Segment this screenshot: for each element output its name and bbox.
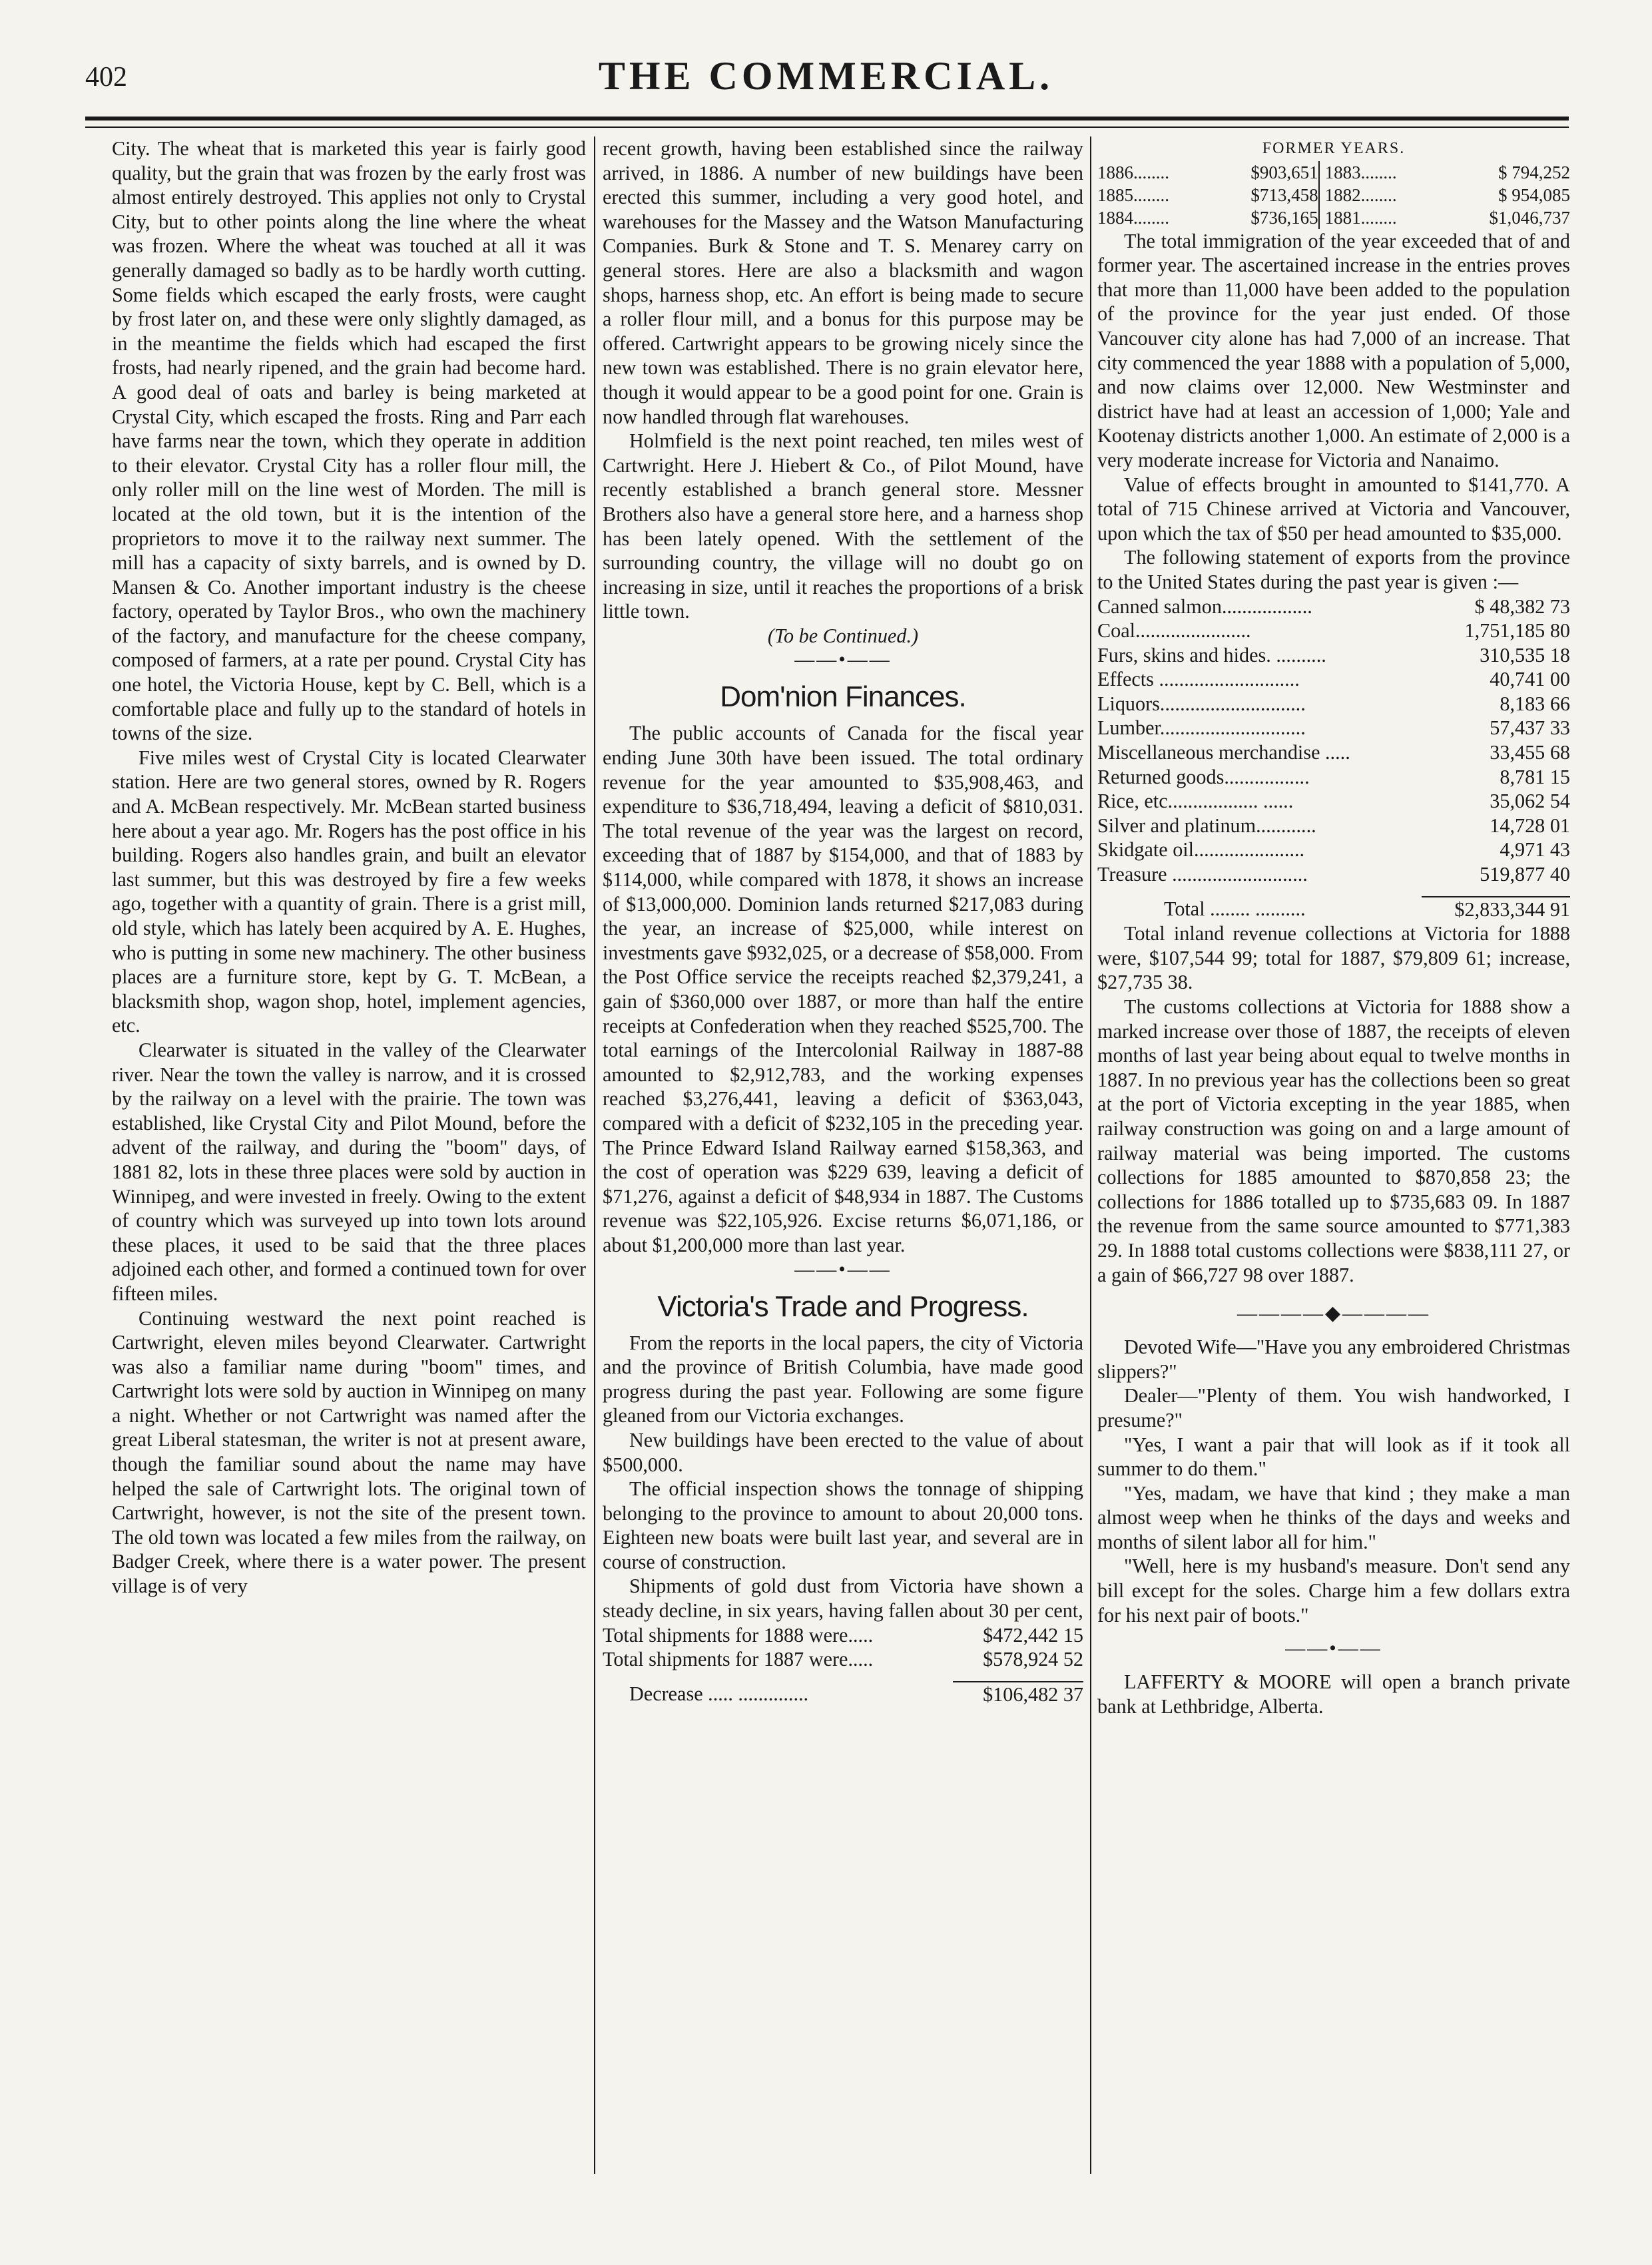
dominion-finances-heading: Dom'nion Finances. [720,680,966,714]
row-amount: 310,535 18 [1480,643,1570,666]
article-paragraph: The official inspection shows the tonnage of shipping belonging to the province to amount to about 20,000 tons. Eighteen new boats were built last year, and several are in course of construction. [603,1477,1083,1573]
header-rule-thick [85,117,1569,121]
table-row-total [603,1682,1083,1707]
amount-cell: $ 954,085 [1498,184,1570,205]
row-amount: 40,741 00 [1490,668,1570,691]
article-paragraph: From the reports in the local papers, the city of Victoria and the province of British Columbia, have made good progress during the past year. Following are some figure gleaned from our Victoria exchanges. [603,1331,1083,1427]
joke-paragraph: "Yes, madam, we have that kind ; they make a man almost weep when he thinks of the days and weeks and months of silent labor all for him." [1097,1481,1570,1553]
joke-paragraph: "Yes, I want a pair that will look as if it took all summer to do them." [1097,1433,1570,1481]
row-amount: $2,833,344 91 [1422,897,1570,922]
article-paragraph: The following statement of exports from the province to the United States during the past year is given :— [1097,546,1570,593]
amount-cell: $1,046,737 [1489,207,1570,228]
article-paragraph: The customs collections at Victoria for 1888 show a marked increase over those of 1887, the receipts of eleven months of last year being about equal to twelve months in 1887. In no previous year has the collections been so great at the port of Victoria excepting in the year 1885, when railway construction was going on and a large amount of railway material was being imported. The customs collections for 1885 amounted to $870,858 23; the collections for 1886 totalled up to $735,683 09. In 1887 the revenue from the same source amounted to $771,383 29. In 1888 total customs collections were $838,111 27, or a gain of $66,727 98 over 1887. [1097,995,1570,1286]
row-label: Total shipments for 1887 were..... [603,1648,874,1671]
row-amount: 519,877 40 [1480,863,1570,886]
former-years-heading: FORMER YEARS. [1262,140,1406,157]
row-label: Furs, skins and hides. .......... [1097,643,1326,666]
table-row [1097,740,1570,765]
row-amount: 4,971 43 [1500,838,1570,862]
table-row [603,1623,1083,1648]
notice-paragraph: LAFFERTY & MOORE will open a branch private bank at Lethbridge, Alberta. [1097,1670,1570,1718]
table-row [1097,716,1570,740]
column-divider-2 [1090,136,1091,2174]
year-cell: 1882........ [1319,184,1442,206]
row-label: Skidgate oil...................... [1097,838,1305,862]
article-paragraph: Value of effects brought in amounted to $141,770. A total of 715 Chinese arrived at Victoria and Vancouver, upon which the tax of $50 per head amounted to $35,000. [1097,473,1570,545]
article-paragraph: recent growth, having been established since the railway arrived, in 1886. A number of new buildings have been erected this summer, including a very good hotel, and warehouses for the Massey and the Watson Manufacturing Companies. Burk & Stone and T. S. Menarey carry on general stores. Here are also a blacksmith and wagon shops, harness shop, etc. An effort is being made to secure a roller flour mill, and a bonus for this purpose may be offered. Cartwright appears to be growing nicely since the new town was established. There is no grain elevator here, though it would appear to be a good point for one. Grain is now handled through flat warehouses. [603,137,1083,428]
table-row [1097,184,1570,206]
row-amount: 57,437 33 [1490,716,1570,740]
section-divider: ————◆———— [1237,1302,1431,1325]
column-3 [1097,136,1570,2174]
row-amount: $106,482 37 [953,1682,1083,1707]
column-1 [112,136,586,2174]
table-row [1097,619,1570,643]
row-label: Returned goods................. [1097,765,1310,788]
table-row [1097,789,1570,814]
header-rule-thin [85,126,1569,128]
table-row [1097,595,1570,619]
row-label: Decrease ..... .............. [629,1682,809,1705]
joke-paragraph: Devoted Wife—"Have you any embroidered Christmas slippers?" [1097,1336,1570,1383]
former-years-table [1097,161,1570,229]
row-label: Miscellaneous merchandise ..... [1097,741,1350,764]
joke-paragraph: "Well, here is my husband's measure. Don't send any bill except for the soles. Charge him a few dollars extra for his next pair of boots." [1097,1555,1570,1627]
row-label: Lumber............................. [1097,716,1306,740]
table-row [1097,838,1570,862]
year-cell: 1883........ [1319,161,1442,184]
row-amount: $ 48,382 73 [1474,595,1570,618]
article-paragraph: Shipments of gold dust from Victoria have shown a steady decline, in six years, having fallen about 30 per cent, [603,1575,1083,1623]
row-label: Treasure ........................... [1097,863,1308,886]
amount-cell: $903,651 [1250,162,1318,182]
row-label: Canned salmon.................. [1097,595,1312,618]
row-amount: 35,062 54 [1490,790,1570,813]
article-paragraph: The total immigration of the year exceeded that of and former year. The ascertained increase in the entries proves that more than 11,000 have been added to the population of the province for the year just ended. Of those Vancouver city alone has had 7,000 of an increase. That city commenced the year 1888 with a population of 5,000, and now claims over 12,000. New Westminster and district have had at least an accession of 1,000; Yale and Kootenay districts another 1,000. An estimate of 2,000 is a very moderate increase for Victoria and Nanaimo. [1097,229,1570,471]
row-amount: $472,442 15 [983,1623,1083,1646]
joke-paragraph: Dealer—"Plenty of them. You wish handworked, I presume?" [1097,1384,1570,1431]
row-amount: 8,781 15 [1500,765,1570,788]
table-row [1097,643,1570,668]
year-cell: 1886........ [1097,162,1169,182]
article-paragraph: Clearwater is situated in the valley of the Clearwater river. Near the town the valley is narrow, and it is crossed by the railway on a level with the prairie. The town was established, like Crystal City and Pilot Mound, before the advent of the railway, and during the "boom" days, of 1881 82, lots in these three places were sold by auction in Winnipeg, and were invested in freely. Owing to the extent of country which was surveyed up into town lots around these places, it used to be said that the three places adjoined each other, and formed a continued town for over fifteen miles. [112,1038,586,1305]
table-row-total [1097,897,1570,922]
article-paragraph: Five miles west of Crystal City is located Clearwater station. Here are two general stores, owned by R. Rogers and A. McBean respectively. Mr. McBean started business here about a year ago. Mr. Rogers has the post office in his building. Rogers also handles grain, and built an elevator last summer, but this was destroyed by fire a few weeks ago, together with a quantity of grain. There is a grist mill, old style, which has lately been acquired by A. E. Hughes, who is putting in some new machinery. The other business places are a furniture store, kept by G. T. McBean, a blacksmith shop, wagon shop, hotel, implement agencies, etc. [112,746,586,1037]
article-paragraph: New buildings have been erected to the value of about $500,000. [603,1428,1083,1476]
row-amount: 33,455 68 [1490,741,1570,764]
row-label: Effects ............................ [1097,668,1300,691]
masthead: THE COMMERCIAL. [598,54,1054,98]
article-paragraph: Total inland revenue collections at Victoria for 1888 were, $107,544 99; total for 1887, $79,809 61; increase, $27,735 38. [1097,922,1570,994]
row-amount: 1,751,185 80 [1464,619,1570,642]
amount-cell: $ 794,252 [1498,162,1570,182]
row-label: Silver and platinum............ [1097,814,1316,837]
table-row [1097,765,1570,790]
page-number: 402 [85,62,127,93]
article-paragraph: The public accounts of Canada for the fiscal year ending June 30th have been issued. The total ordinary revenue for the year amounted to $35,908,463, and expenditure to $36,718,494, leaving a deficit of $810,031. The total revenue of the year was the largest on record, exceeding that of 1887 by $154,000, and that of 1883 by $114,000, while compared with 1878, it shows an increase of $13,000,000. Dominion lands returned $217,083 during the year, an increase of $25,000, while interest on investments gave $932,025, or a decrease of $58,000. From the Post Office service the receipts reached $2,379,241, a gain of $360,000 over 1887, or more than half the entire receipts at Confederation when they reached $525,700. The total earnings of the Intercolonial Railway in 1887-88 amounted to $2,912,783, and the working expenses reached $3,276,441, leaving a deficit of $363,043, compared with a deficit of $232,105 in the preceding year. The Prince Edward Island Railway earned $158,363, and the cost of operation was $229 639, leaving a deficit of $71,276, against a deficit of $48,934 in 1887. The Customs revenue was $22,105,926. Excise returns $6,071,186, or about $1,200,000 more than last year. [603,722,1083,1256]
column-2 [603,136,1083,2174]
gold-shipments-table [603,1623,1083,1707]
table-row [1097,206,1570,229]
row-label: Total shipments for 1888 were..... [603,1623,874,1646]
table-row [1097,692,1570,716]
row-label: Total ........ .......... [1164,897,1306,920]
row-amount: 8,183 66 [1500,692,1570,715]
row-amount: $578,924 52 [983,1648,1083,1671]
row-label: Coal....................... [1097,619,1251,642]
table-row [1097,161,1570,184]
year-cell: 1884........ [1097,207,1169,228]
year-cell: 1881........ [1319,206,1442,229]
row-label: Rice, etc.................. ...... [1097,790,1294,813]
column-divider-1 [594,136,595,2174]
article-paragraph: Holmfield is the next point reached, ten miles west of Cartwright. Here J. Hiebert & Co., of Pilot Mound, have recently established a branch general store. Messner Brothers also have a general store here, and a harness shop has been lately opened. With the settlement of the surrounding country, the village will no doubt go on increasing in size, until it reaches the proportions of a brisk little town. [603,429,1083,623]
table-row [1097,862,1570,887]
amount-cell: $736,165 [1250,207,1318,228]
section-divider: ——•—— [794,648,892,671]
exports-table [1097,595,1570,922]
section-divider: ——•—— [1285,1637,1382,1660]
row-amount: 14,728 01 [1490,814,1570,837]
section-divider: ——•—— [794,1258,892,1280]
victoria-heading: Victoria's Trade and Progress. [657,1290,1029,1323]
table-row [603,1647,1083,1672]
to-be-continued: (To be Continued.) [767,624,919,647]
amount-cell: $713,458 [1250,184,1318,205]
row-label: Liquors............................. [1097,692,1306,715]
article-paragraph: Continuing westward the next point reached is Cartwright, eleven miles beyond Clearwater. Cartwright was also a familiar name during "boom" times, and Cartwright lots were sold by auction in Winnipeg on many a night. Whether or not Cartwright was named after the great Liberal statesman, the writer is not at present aware, though the familiar sound about the name may have helped the sale of Cartwright lots. The original town of Cartwright, however, is not the site of the present town. The old town was located a few miles from the railway, on Badger Creek, where there is a water power. The present village is of very [112,1306,586,1598]
article-paragraph: City. The wheat that is marketed this year is fairly good quality, but the grain that was frozen by the early frost was almost entirely destroyed. This applies not only to Crystal City, but to other points along the line where the wheat was frozen. Where the wheat was touched at all it was generally damaged so badly as to be hardly worth cutting. Some fields which escaped the early frosts, were caught by frost later on, and these were only slightly damaged, as in the meantime the fields which had escaped the first frosts, had nearly ripened, and the grain had become hard. A good deal of oats and barley is being marketed at Crystal City, which escaped the frosts. Ring and Parr each have farms near the town, which they operate in addition to their elevator. Crystal City has a roller flour mill, the only roller mill on the line west of Morden. The mill is located at the old town, but it is the intention of the proprietors to move it to the railway next summer. The mill has a capacity of sixty barrels, and is owned by D. Mansen & Co. Another important industry is the cheese factory, operated by Taylor Bros., who own the machinery of the factory, and manufacture for the cheese company, composed of farmers, at a rate per pound. Crystal City has one hotel, the Victoria House, kept by C. Bell, which is a comfortable place and fully up to the standard of hotels in towns of the size. [112,137,586,745]
year-cell: 1885........ [1097,184,1169,205]
table-row [1097,667,1570,692]
table-row [1097,814,1570,838]
